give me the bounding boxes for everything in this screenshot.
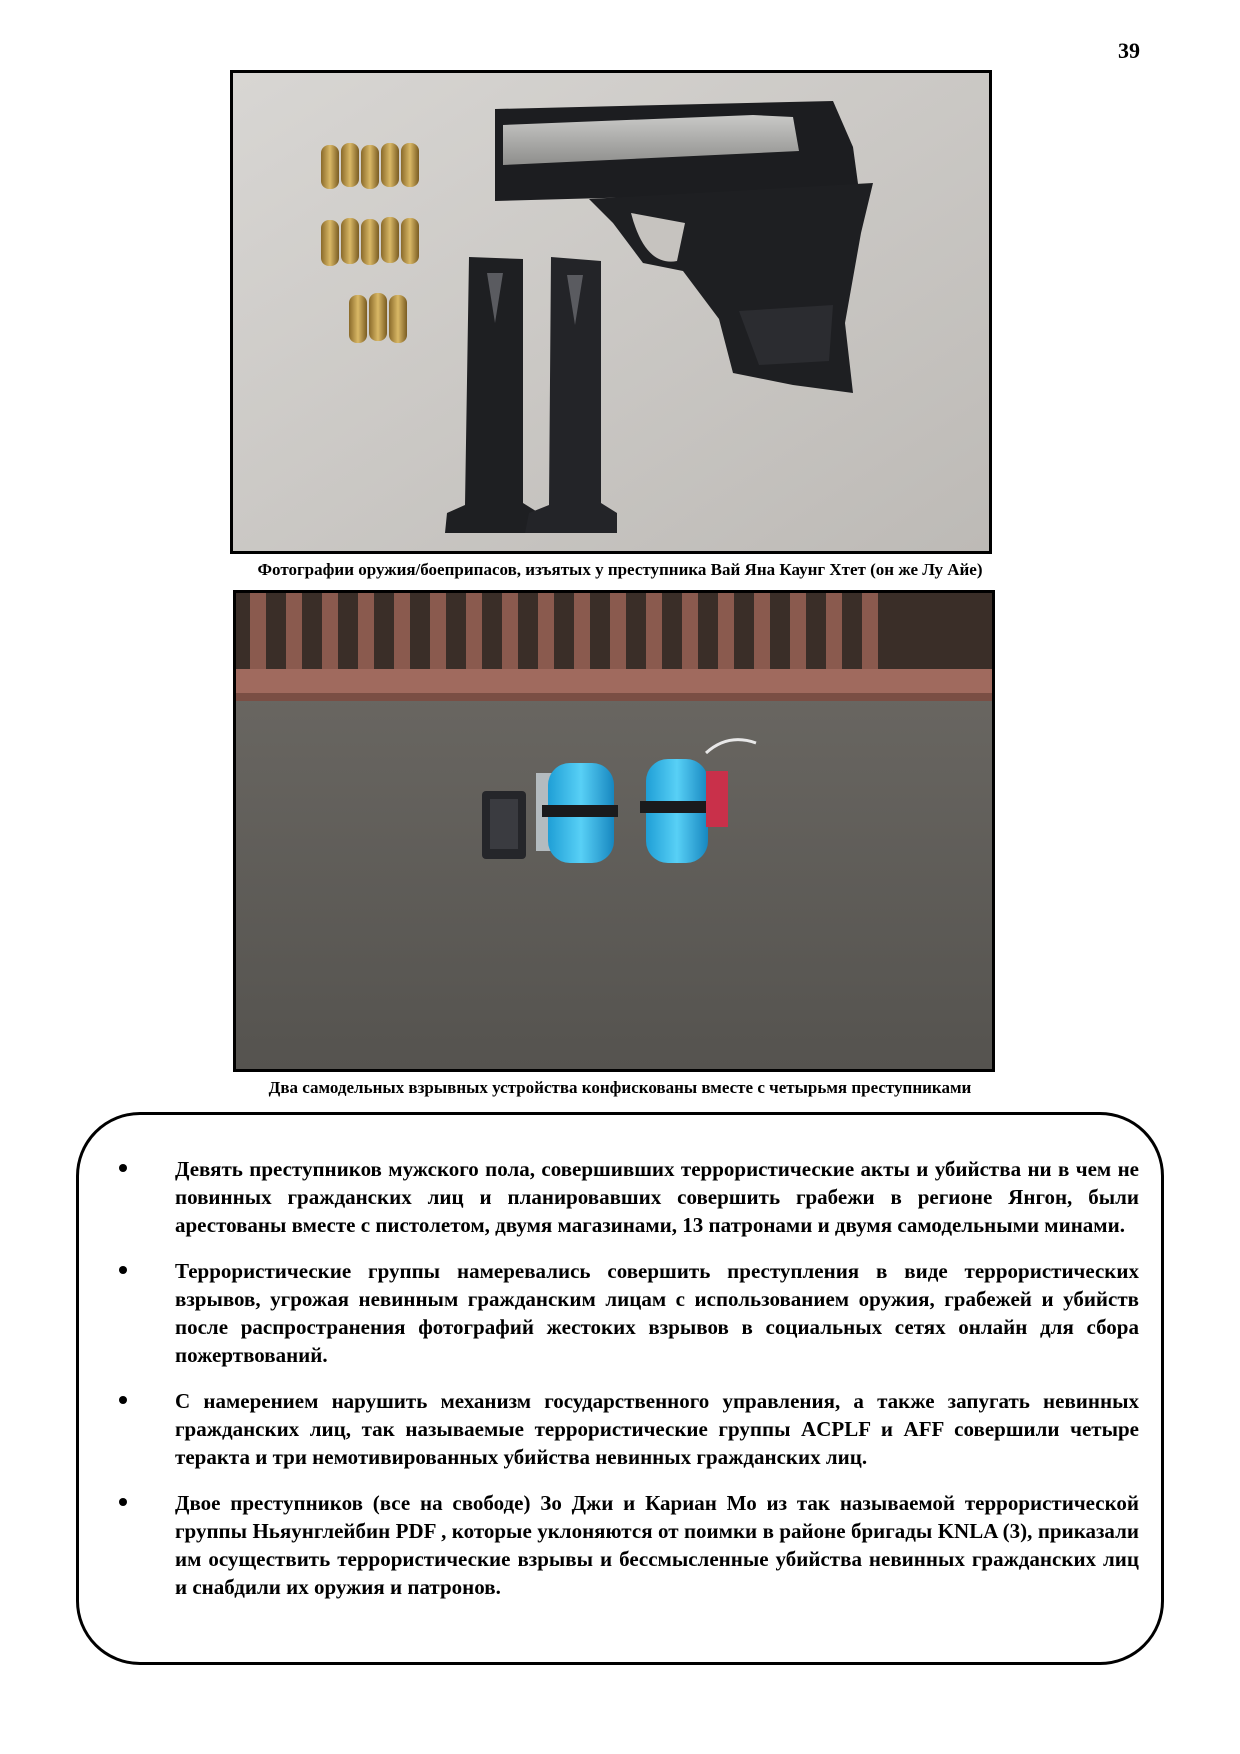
list-item	[109, 1387, 1139, 1471]
list-item	[109, 1257, 1139, 1369]
bullet-icon	[119, 1498, 127, 1506]
summary-list	[109, 1155, 1139, 1619]
list-item	[109, 1489, 1139, 1601]
list-item-text: С намерением нарушить механизм государственного управления, а также запугать невинных гражданских лиц, так называемые террористические группы ACPLF и AFF совершили четыре теракта и три немотивированных убийства невинных гражданских лиц.	[175, 1389, 1139, 1469]
weapons-photo-image	[233, 73, 989, 551]
list-item-text: Девять преступников мужского пола, совершивших террористические акты и убийства ни в чем не повинных гражданских лиц и планировавших совершить грабежи в регионе Янгон, были арестованы вместе с пистолетом, двумя магазинами, 13 патронами и двумя самодельными минами.	[175, 1157, 1139, 1237]
weapons-photo-caption: Фотографии оружия/боеприпасов, изъятых у преступника Вай Яна Каунг Хтет (он же Лу Айе)	[257, 560, 983, 579]
list-item	[109, 1155, 1139, 1239]
list-item-text: Двое преступников (все на свободе) Зо Джи и Кариан Мо из так называемой террористической группы Ньяунглейбин PDF , которые уклоняются от поимки в районе бригады KNLA (3), приказали им осуществить террористические взрывы и бессмысленные убийства невинных гражданских лиц и снабдили их оружия и патронов.	[175, 1491, 1139, 1599]
explosives-photo-caption: Два самодельных взрывных устройства конфискованы вместе с четырьмя преступниками	[268, 1078, 972, 1097]
page-number: 39	[1118, 38, 1140, 63]
bullet-icon	[119, 1266, 127, 1274]
explosives-photo	[233, 590, 995, 1072]
bullet-icon	[119, 1164, 127, 1172]
weapons-photo	[230, 70, 992, 554]
explosives-photo-image	[236, 593, 992, 1069]
summary-box	[76, 1112, 1164, 1665]
list-item-text: Террористические группы намеревались совершить преступления в виде террористических взрывов, угрожая невинным гражданским лицам с использованием оружия, грабежей и убийств после распространения фотографий жестоких взрывов в социальных сетях онлайн для сбора пожертвований.	[175, 1259, 1139, 1367]
bullet-icon	[119, 1396, 127, 1404]
